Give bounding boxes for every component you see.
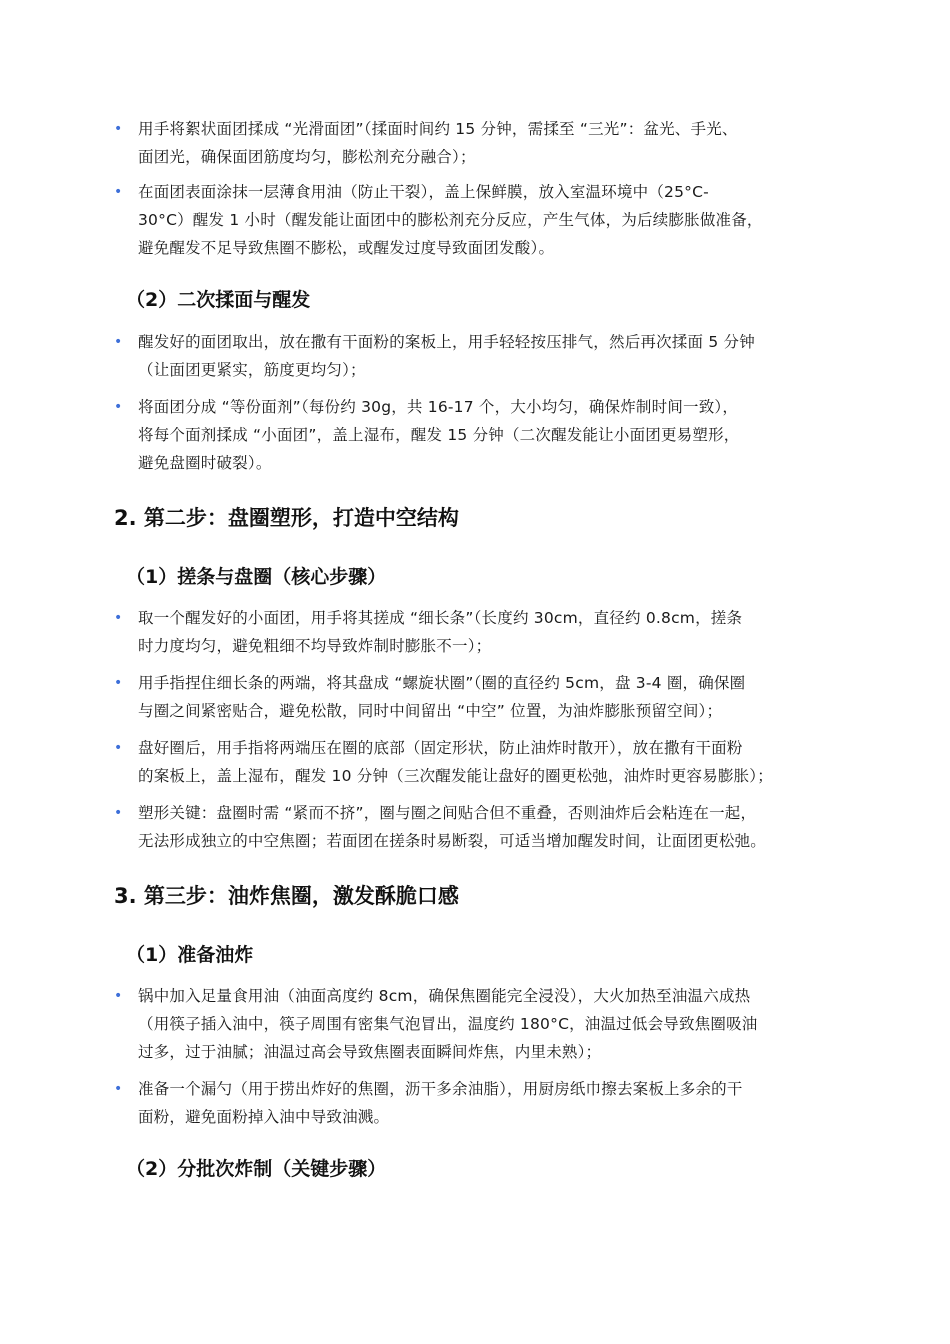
list-item-text: 盘好圈后，用手指将两端压在圈的底部（固定形状，防止油炸时散开），放在撒有干面粉 的案板上，盖上湿布，醒发 10 分钟（三次醒发能让盘好的圈更松弛，油炸时更容易膨胀）； [138, 739, 773, 785]
list-item-text: 锅中加入足量食用油（油面高度约 8cm，确保焦圈能完全浸没），大火加热至油温六成热 （用筷子插入油中，筷子周围有密集气泡冒出，温度约 180°C，油温过低会导致焦圈吸油 过多，过于油腻；油温过高会导致焦圈表面瞬间炸焦，内里未熟）； [138, 987, 758, 1061]
section-heading: 3. 第三步：油炸焦圈，激发酥脆口感 [114, 884, 459, 908]
list-item-text: 醒发好的面团取出，放在撒有干面粉的案板上，用手轻轻按压排气，然后再次揉面 5 分钟 （让面团更紧实，筋度更均匀）； [138, 333, 755, 379]
bullet-dot-icon: • [114, 610, 123, 626]
bullet-dot-icon: • [114, 121, 123, 137]
bullet-dot-icon: • [114, 740, 123, 756]
list-item-text: 将面团分成 “等份面剂”（每份约 30g，共 16-17 个，大小均匀，确保炸制时间一致）， 将每个面剂揉成 “小面团”，盖上湿布，醒发 15 分钟（二次醒发能让小面团更易塑形， 避免盘圈时破裂）。 [138, 398, 740, 472]
bullet-dot-icon: • [114, 184, 123, 200]
list-item-text: 取一个醒发好的小面团，用手将其搓成 “细长条”（长度约 30cm，直径约 0.8cm，搓条 时力度均匀，避免粗细不均导致炸制时膨胀不一）； [138, 609, 743, 655]
list-item-text: 塑形关键：盘圈时需 “紧而不挤”，圈与圈之间贴合但不重叠，否则油炸后会粘连在一起， 无法形成独立的中空焦圈；若面团在搓条时易断裂，可适当增加醒发时间，让面团更松弛。 [138, 804, 767, 850]
list-item-text: 用手将絮状面团揉成 “光滑面团”（揉面时间约 15 分钟，需揉至 “三光”：盆光、手光、 面团光，确保面团筋度均匀，膨松剂充分融合）； [138, 120, 738, 166]
list-item-text: 用手指捏住细长条的两端，将其盘成 “螺旋状圈”（圈的直径约 5cm，盘 3-4 圈，确保圈 与圈之间紧密贴合，避免松散，同时中间留出 “中空” 位置，为油炸膨胀预留空间）； [138, 674, 746, 720]
section-heading: 2. 第二步：盘圈塑形，打造中空结构 [114, 506, 459, 530]
subsection-heading: （1）搓条与盘圈（核心步骤） [126, 566, 387, 588]
bullet-dot-icon: • [114, 675, 123, 691]
bullet-dot-icon: • [114, 399, 123, 415]
bullet-dot-icon: • [114, 988, 123, 1004]
bullet-dot-icon: • [114, 805, 123, 821]
subsection-heading: （2）二次揉面与醒发 [126, 289, 311, 311]
bullet-dot-icon: • [114, 1081, 123, 1097]
list-item-text: 准备一个漏勺（用于捞出炸好的焦圈，沥干多余油脂），用厨房纸巾擦去案板上多余的干 面粉，避免面粉掉入油中导致油溅。 [138, 1080, 743, 1126]
bullet-dot-icon: • [114, 334, 123, 350]
subsection-heading: （2）分批次炸制（关键步骤） [126, 1158, 387, 1180]
list-item-text: 在面团表面涂抹一层薄食用油（防止干裂），盖上保鲜膜，放入室温环境中（25°C- 30°C）醒发 1 小时（醒发能让面团中的膨松剂充分反应，产生气体，为后续膨胀做准备， 避免醒发不足导致焦圈不膨松，或醒发过度导致面团发酸）。 [138, 183, 763, 257]
subsection-heading: （1）准备油炸 [126, 944, 254, 966]
